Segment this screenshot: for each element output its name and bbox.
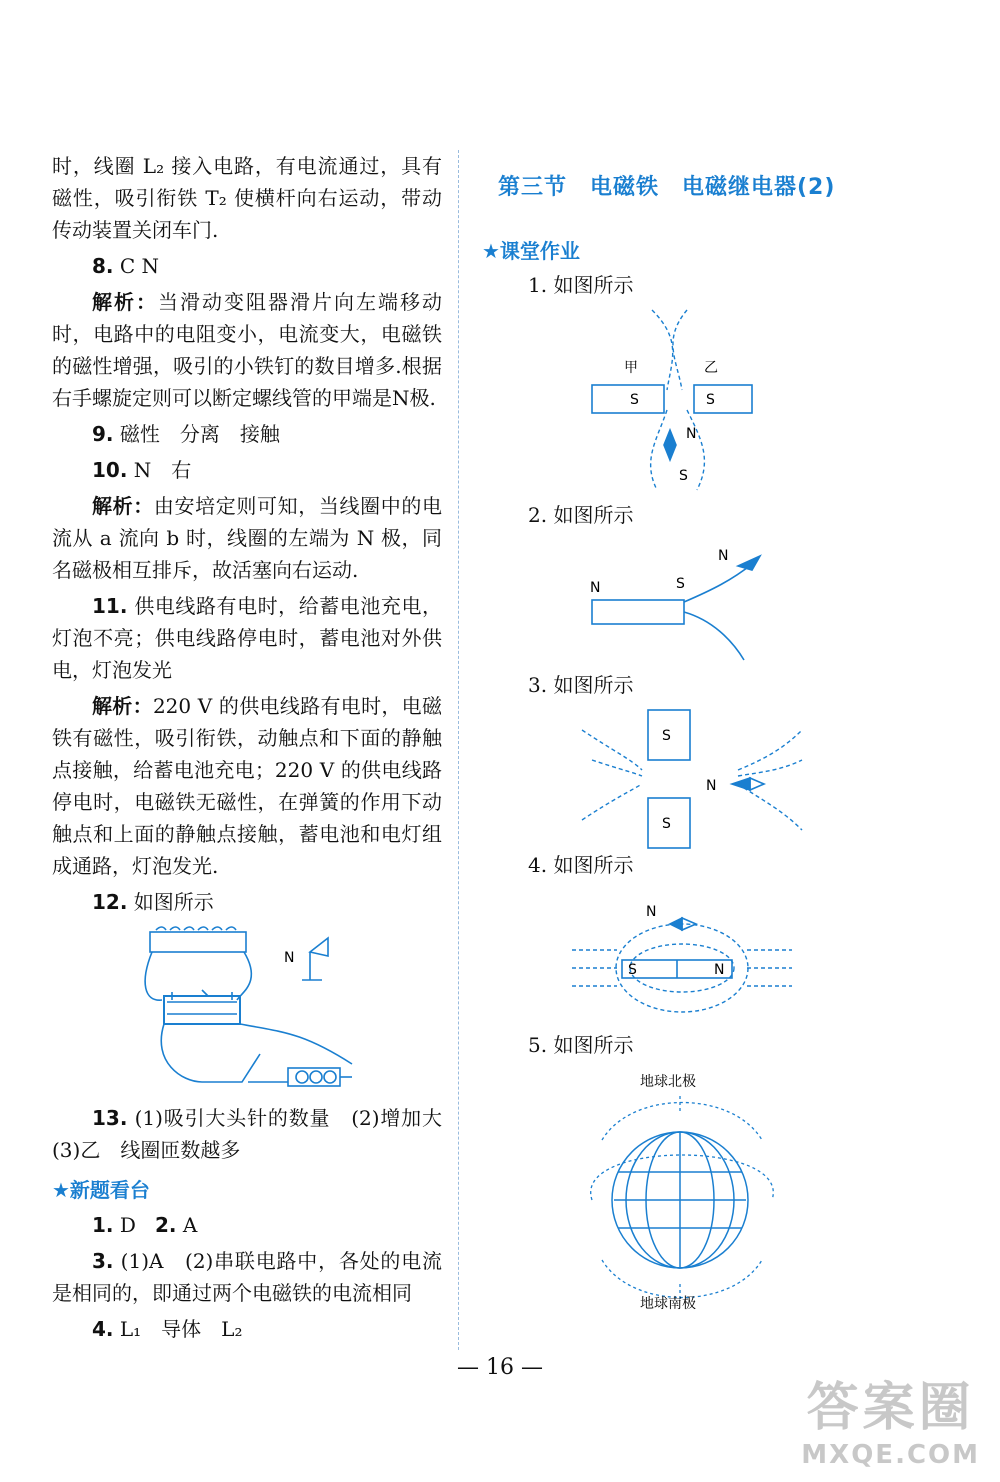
analysis-label: 解析：	[92, 494, 154, 518]
earth-north-label: 地球北极	[640, 1074, 696, 1090]
new-q4	[52, 1313, 442, 1345]
q9-answer	[52, 418, 442, 450]
new-q1-number: 1.	[92, 1213, 114, 1237]
page-number: — 16 —	[457, 1355, 543, 1380]
q9-number: 9.	[92, 422, 114, 446]
q8-analysis-text: 当滑动变阻器滑片向左端移动时，电路中的电阻变小，电流变大，电磁铁的磁性增强，吸引的小铁钉的数目增多.根据右手螺旋定则可以断定螺线管的甲端是N极.	[52, 290, 442, 410]
fig1-s-left: S	[630, 392, 639, 408]
q8-answer-text: C N	[119, 254, 160, 278]
fig4-label: 4. 如图所示	[528, 853, 634, 877]
q10-number: 10.	[92, 458, 128, 482]
fig2-s-label: S	[676, 576, 685, 592]
fig1-label: 1. 如图所示	[528, 273, 634, 297]
column-divider	[458, 150, 459, 1350]
fig2-magnet-diagram	[482, 530, 942, 670]
fig2-n-left: N	[590, 580, 601, 596]
q12-circuit-diagram	[52, 922, 442, 1102]
fig4-s-label: S	[628, 962, 637, 978]
q12-answer-text: 如图所示	[133, 890, 214, 914]
section-title: 第三节 电磁铁 电磁继电器(2)	[498, 175, 836, 200]
new-q1-answer: D	[119, 1213, 136, 1237]
intro-paragraph: 时，线圈 L₂ 接入电路，有电流通过，具有磁性，吸引衔铁 T₂ 使横杆向右运动，带动传动装置关闭车门.	[52, 154, 442, 242]
classwork-header: ★课堂作业	[482, 239, 580, 263]
watermark-url: MXQE.COM	[801, 1440, 980, 1470]
q11-analysis	[52, 690, 442, 882]
watermark-text: 答案圈	[806, 1378, 975, 1438]
fig4-n-label: N	[714, 962, 725, 978]
q8-answer	[52, 250, 442, 282]
fig5-label: 5. 如图所示	[528, 1033, 634, 1057]
q8-number: 8.	[92, 254, 114, 278]
new-questions-header: ★新题看台	[52, 1178, 150, 1202]
q11-answer	[52, 590, 442, 686]
fig3-magnets-diagram	[482, 700, 942, 850]
new-q2-number: 2.	[155, 1213, 177, 1237]
fig3-s-top: S	[662, 728, 671, 744]
q11-analysis-text: 220 V 的供电线路有电时，电磁铁有磁性，吸引衔铁，动触点和下面的静触点接触，给蓄电池充电；220 V 的供电线路停电时，电磁铁无磁性，在弹簧的作用下动触点和上面的静触点接触，蓄电池和电灯组成通路，灯泡发光.	[52, 694, 442, 878]
new-q1-q2	[52, 1209, 442, 1241]
new-q4-answer: L₁ 导体 L₂	[119, 1317, 243, 1341]
earth-south-label: 地球南极	[640, 1296, 696, 1312]
new-q2-answer: A	[182, 1213, 198, 1237]
fig1-n-label: N	[686, 426, 697, 442]
right-column	[482, 150, 942, 1320]
analysis-label: 解析：	[92, 290, 158, 314]
new-q3-answer: (1)A (2)串联电路中，各处的电流是相同的，即通过两个电磁铁的电流相同	[52, 1249, 443, 1305]
new-q3-number: 3.	[92, 1249, 114, 1273]
q13-answer	[52, 1102, 462, 1166]
q8-analysis	[52, 286, 442, 414]
q13-answer-text: (1)吸引大头针的数量 (2)增加大 (3)乙 线圈匝数越多	[52, 1106, 462, 1162]
fig5-earth-magnetic-field	[482, 1060, 942, 1320]
watermark-logo	[801, 1365, 980, 1470]
fig1-s-right: S	[706, 392, 715, 408]
q11-number: 11.	[92, 594, 128, 618]
q11-answer-text: 供电线路有电时，给蓄电池充电，灯泡不亮；供电线路停电时，蓄电池对外供电，灯泡发光	[52, 594, 442, 682]
q10-answer-text: N 右	[133, 458, 192, 482]
fig2-label: 2. 如图所示	[528, 503, 634, 527]
q12-answer	[52, 886, 442, 918]
fig4-magnet-diagram	[482, 880, 942, 1030]
new-q4-number: 4.	[92, 1317, 114, 1341]
q10-answer	[52, 454, 442, 486]
fig3-label: 3. 如图所示	[528, 673, 634, 697]
q10-analysis	[52, 490, 442, 586]
fig3-s-bottom: S	[662, 816, 671, 832]
analysis-label: 解析：	[92, 694, 153, 718]
q12-number: 12.	[92, 890, 128, 914]
q10-analysis-text: 由安培定则可知，当线圈中的电流从 a 流向 b 时，线圈的左端为 N 极，同名磁极相互排斥，故活塞向右运动.	[52, 494, 442, 582]
fig1-s-bottom: S	[679, 468, 688, 484]
new-q3	[52, 1245, 442, 1309]
fig1-magnets-diagram	[482, 300, 942, 500]
left-column	[52, 150, 462, 1349]
fig2-n-right: N	[718, 548, 729, 564]
q12-n-label: N	[284, 950, 295, 966]
fig4-n-top: N	[646, 904, 657, 920]
q9-answer-text: 磁性 分离 接触	[119, 422, 280, 446]
fig1-yi-label: 乙	[704, 360, 718, 376]
fig1-jia-label: 甲	[624, 360, 638, 376]
q13-number: 13.	[92, 1106, 128, 1130]
fig3-n-label: N	[706, 778, 717, 794]
